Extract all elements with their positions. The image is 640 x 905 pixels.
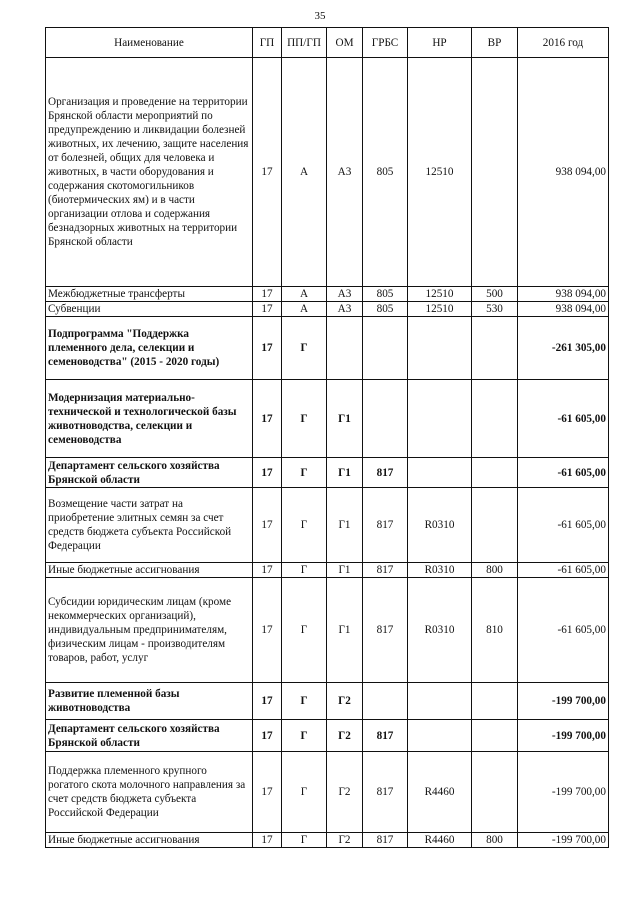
cell-nr: [408, 458, 472, 488]
cell-ppgp: Г: [282, 563, 327, 578]
header-name: Наименование: [46, 28, 253, 58]
cell-sum: -61 605,00: [518, 488, 609, 563]
cell-grbs: 817: [363, 578, 408, 683]
cell-gp: 17: [253, 302, 282, 317]
table-row: [46, 833, 609, 848]
header-grbs: ГРБС: [363, 28, 408, 58]
cell-sum: -61 605,00: [518, 563, 609, 578]
table-row: [46, 683, 609, 720]
cell-name: Межбюджетные трансферты: [46, 287, 253, 302]
table-row: [46, 287, 609, 302]
cell-sum: -261 305,00: [518, 317, 609, 380]
cell-ppgp: Г: [282, 488, 327, 563]
cell-vr: 810: [472, 578, 518, 683]
cell-vr: [472, 683, 518, 720]
page-number: 35: [314, 10, 326, 22]
cell-name: Подпрограмма "Поддержка племенного дела, селекции и семеноводства" (2015 - 2020 годы): [46, 317, 253, 380]
cell-sum: 938 094,00: [518, 58, 609, 287]
cell-name: Организация и проведение на территории Брянской области мероприятий по предупреждению и ликвидации болезней животных, их лечению, защите населения от болезней, общих для человека и животных, в части оборудования и содержания скотомогильников (биотермических ям) и в части организации отлова и содержания безнадзорных животных на территории Брянской области: [46, 58, 253, 287]
cell-gp: 17: [253, 720, 282, 752]
table-row: [46, 752, 609, 833]
table-row: [46, 563, 609, 578]
cell-ppgp: А: [282, 287, 327, 302]
cell-nr: 12510: [408, 302, 472, 317]
cell-grbs: 805: [363, 302, 408, 317]
cell-name: Модернизация материально-технической и технологической базы животноводства, селекции и семеноводства: [46, 380, 253, 458]
cell-om: А3: [327, 302, 363, 317]
header-om: ОМ: [327, 28, 363, 58]
cell-grbs: [363, 683, 408, 720]
cell-ppgp: Г: [282, 720, 327, 752]
budget-table: [45, 27, 609, 848]
cell-gp: 17: [253, 488, 282, 563]
cell-nr: R0310: [408, 488, 472, 563]
cell-ppgp: А: [282, 302, 327, 317]
table-row: [46, 578, 609, 683]
cell-nr: R4460: [408, 752, 472, 833]
cell-grbs: [363, 317, 408, 380]
cell-nr: R4460: [408, 833, 472, 848]
cell-ppgp: Г: [282, 380, 327, 458]
cell-gp: 17: [253, 287, 282, 302]
cell-om: Г1: [327, 563, 363, 578]
table-row: [46, 302, 609, 317]
table-row: [46, 58, 609, 287]
cell-grbs: 805: [363, 58, 408, 287]
cell-ppgp: Г: [282, 458, 327, 488]
cell-gp: 17: [253, 833, 282, 848]
cell-name: Департамент сельского хозяйства Брянской области: [46, 458, 253, 488]
table-row: [46, 488, 609, 563]
header-gp: ГП: [253, 28, 282, 58]
cell-nr: [408, 317, 472, 380]
cell-grbs: 805: [363, 287, 408, 302]
cell-om: Г2: [327, 752, 363, 833]
cell-nr: [408, 720, 472, 752]
header-year: 2016 год: [518, 28, 609, 58]
table-row: [46, 720, 609, 752]
cell-grbs: 817: [363, 488, 408, 563]
cell-name: Развитие племенной базы животноводства: [46, 683, 253, 720]
cell-om: А3: [327, 287, 363, 302]
cell-grbs: [363, 380, 408, 458]
cell-name: Возмещение части затрат на приобретение элитных семян за счет средств бюджета субъекта Российской Федерации: [46, 488, 253, 563]
cell-grbs: 817: [363, 720, 408, 752]
cell-gp: 17: [253, 563, 282, 578]
cell-nr: R0310: [408, 578, 472, 683]
cell-vr: [472, 458, 518, 488]
cell-sum: -199 700,00: [518, 720, 609, 752]
cell-ppgp: Г: [282, 578, 327, 683]
cell-om: Г1: [327, 380, 363, 458]
cell-gp: 17: [253, 683, 282, 720]
cell-name: Субвенции: [46, 302, 253, 317]
header-vr: ВР: [472, 28, 518, 58]
cell-vr: 800: [472, 563, 518, 578]
cell-om: А3: [327, 58, 363, 287]
cell-name: Иные бюджетные ассигнования: [46, 563, 253, 578]
cell-nr: 12510: [408, 287, 472, 302]
cell-grbs: 817: [363, 458, 408, 488]
cell-sum: -61 605,00: [518, 578, 609, 683]
cell-nr: R0310: [408, 563, 472, 578]
cell-grbs: 817: [363, 563, 408, 578]
table-row: [46, 380, 609, 458]
cell-gp: 17: [253, 578, 282, 683]
cell-om: Г2: [327, 683, 363, 720]
cell-sum: -199 700,00: [518, 683, 609, 720]
cell-vr: [472, 317, 518, 380]
cell-sum: -61 605,00: [518, 380, 609, 458]
cell-vr: [472, 488, 518, 563]
cell-nr: [408, 683, 472, 720]
cell-om: Г1: [327, 488, 363, 563]
cell-vr: [472, 752, 518, 833]
cell-sum: -61 605,00: [518, 458, 609, 488]
cell-ppgp: А: [282, 58, 327, 287]
cell-grbs: 817: [363, 752, 408, 833]
cell-nr: [408, 380, 472, 458]
cell-vr: 500: [472, 287, 518, 302]
cell-gp: 17: [253, 752, 282, 833]
header-nr: НР: [408, 28, 472, 58]
cell-nr: 12510: [408, 58, 472, 287]
cell-om: Г1: [327, 578, 363, 683]
cell-om: Г2: [327, 720, 363, 752]
cell-sum: -199 700,00: [518, 752, 609, 833]
cell-ppgp: Г: [282, 752, 327, 833]
cell-gp: 17: [253, 380, 282, 458]
header-row: [46, 28, 609, 58]
cell-name: Департамент сельского хозяйства Брянской области: [46, 720, 253, 752]
table-row: [46, 317, 609, 380]
cell-ppgp: Г: [282, 317, 327, 380]
cell-vr: 800: [472, 833, 518, 848]
cell-vr: [472, 380, 518, 458]
cell-vr: 530: [472, 302, 518, 317]
cell-sum: 938 094,00: [518, 302, 609, 317]
cell-name: Поддержка племенного крупного рогатого скота молочного направления за счет средств бюджета субъекта Российской Федерации: [46, 752, 253, 833]
cell-om: Г2: [327, 833, 363, 848]
header-ppgp: ПП/ГП: [282, 28, 327, 58]
cell-om: Г1: [327, 458, 363, 488]
cell-ppgp: Г: [282, 683, 327, 720]
cell-sum: 938 094,00: [518, 287, 609, 302]
cell-gp: 17: [253, 458, 282, 488]
cell-name: Иные бюджетные ассигнования: [46, 833, 253, 848]
cell-gp: 17: [253, 317, 282, 380]
cell-ppgp: Г: [282, 833, 327, 848]
cell-sum: -199 700,00: [518, 833, 609, 848]
cell-vr: [472, 58, 518, 287]
table-row: [46, 458, 609, 488]
cell-gp: 17: [253, 58, 282, 287]
cell-name: Субсидии юридическим лицам (кроме некоммерческих организаций), индивидуальным предпринимателям, физическим лицам - производителям товаров, работ, услуг: [46, 578, 253, 683]
cell-vr: [472, 720, 518, 752]
cell-om: [327, 317, 363, 380]
cell-grbs: 817: [363, 833, 408, 848]
